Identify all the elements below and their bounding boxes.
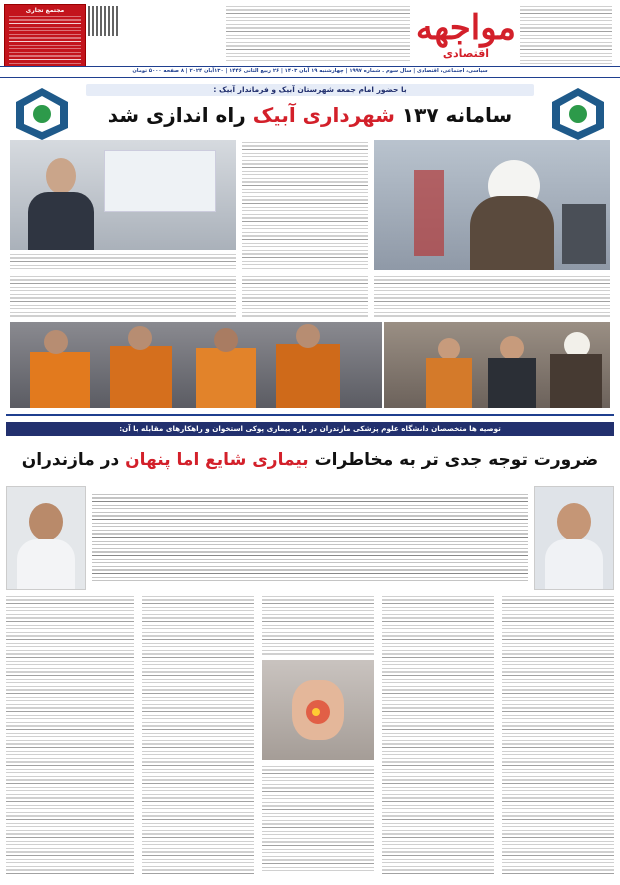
issue-bar — [0, 66, 620, 78]
masthead-subtitle: اقتصادی — [442, 47, 490, 60]
municipality-emblem-icon — [10, 86, 74, 142]
qr-code — [88, 6, 118, 36]
issue-line: سیاسی، اجتماعی، اقتصادی | سال سوم . شماره ۱۹۹۷ | چهارشنبه ۱۹ آبان ۱۴۰۳ | ۲۶ ربیع الثانی ۱۴۴۶ | ۱۳۰آبان ۲۰۲۴ | ۸ صفحه ۵۰۰۰ تومان — [132, 68, 488, 74]
second-kicker-bar — [6, 422, 614, 436]
top-kicker-bar — [86, 84, 534, 96]
ad-title: مجتمع تجاری — [25, 7, 65, 14]
top-text-right — [374, 276, 610, 318]
editorial-info — [520, 6, 612, 66]
body-col-2 — [382, 596, 494, 874]
ad-box — [4, 4, 86, 70]
photo-workers-audience — [10, 322, 382, 408]
body-col-3 — [262, 596, 374, 656]
second-lead — [92, 494, 528, 584]
section-divider — [6, 414, 614, 416]
second-headline — [6, 442, 614, 478]
top-text-left — [10, 276, 236, 318]
photo-official-speaking — [10, 140, 236, 250]
top-column-left — [10, 254, 236, 272]
masthead-title: مواجهه — [415, 8, 516, 48]
top-text-center — [242, 276, 368, 318]
top-headline-highlight: شهرداری آبیک — [252, 103, 395, 127]
municipality-emblem-icon — [546, 86, 610, 142]
top-headline-part1: سامانه ۱۳۷ — [401, 103, 513, 127]
masthead — [0, 0, 620, 78]
top-headline — [86, 100, 534, 130]
top-story — [6, 82, 614, 410]
body-col-1 — [502, 596, 614, 874]
photo-knee-pain — [262, 660, 374, 760]
top-column-center — [242, 142, 368, 270]
photo-doctor-left — [6, 486, 86, 590]
body-col-3b — [262, 766, 374, 874]
photo-cleric-speaking — [374, 140, 610, 270]
second-story — [6, 420, 614, 880]
second-headline-part1: ضرورت توجه جدی تر به مخاطرات — [314, 450, 599, 470]
photo-award-ceremony — [384, 322, 610, 408]
body-col-4 — [142, 596, 254, 874]
second-headline-highlight: بیماری شایع اما پنهان — [125, 450, 309, 470]
contact-info — [226, 6, 410, 62]
top-headline-part2: راه اندازی شد — [107, 103, 246, 127]
second-kicker: توصیه ها متخصصان دانشگاه علوم پزشکی مازندران در باره بیماری پوکی استخوان و راهکارهای مقابله با آن: — [119, 424, 501, 433]
photo-doctor-right — [534, 486, 614, 590]
second-headline-part2: در مازندران — [21, 450, 120, 470]
top-kicker: با حضور امام جمعه شهرستان آبیک و فرماندار آبیک : — [213, 85, 407, 94]
body-col-5 — [6, 596, 134, 874]
masthead-logo — [416, 8, 516, 64]
